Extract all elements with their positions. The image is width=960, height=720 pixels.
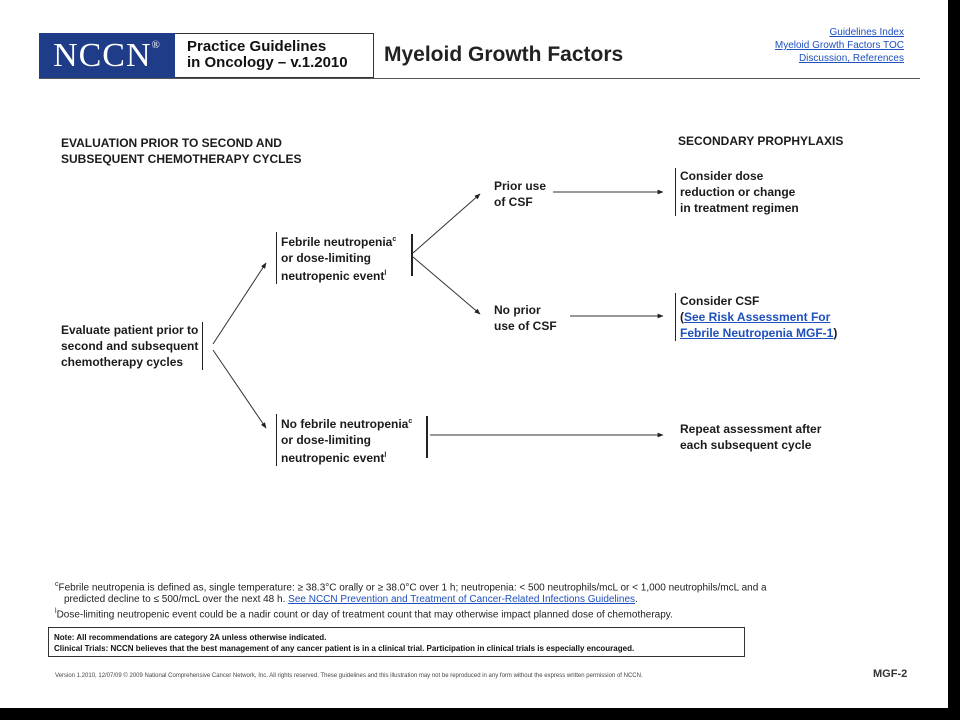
page-title: Myeloid Growth Factors [384, 43, 624, 66]
footnote-l: $^l$Dose-limiting neutropenic event could be a nadir count or day of treatment count that may otherwise impact planned dose of chemotherapy. [55, 608, 673, 621]
repeat-assessment-outcome: Repeat assessment after each subsequent cycle [680, 422, 822, 452]
no-prior-csf-node: No prior use of CSF [494, 303, 557, 333]
footnotes: $^c$Febrile neutropenia is defined as, single temperature: ≥ 38.3°C orally or ≥ 38.0°C over 1 h; neutropenia: < 500 neutrophils/mcL or < 1,000 neutrophils/mcL and a predicted decline to ≤ 500/mcL over the next 48 h. See NCCN Prevention and Treatment of Cancer-Related Infections Guidelines. $^l$Dose-limiting neutropenic event could be a nadir count or day of treatment count that may otherwise impact planned dose of chemotherapy. [55, 579, 915, 622]
mgf-toc-link[interactable]: Myeloid Growth Factors TOC [774, 40, 904, 51]
note-box: Note: All recommendations are category 2A unless otherwise indicated. Clinical Trials: NCCN believes that the best management of any cancer patient is in a clinical trial. Participation in clinical trials is especially encouraged. [48, 627, 745, 657]
arrow-start-to-no-fn [213, 350, 266, 428]
dose-reduction-outcome: Consider dose reduction or change in treatment regimen [675, 168, 799, 216]
discussion-references-link[interactable]: Discussion, References [798, 53, 904, 64]
guidelines-index-link[interactable]: Guidelines Index [829, 27, 904, 38]
risk-assessment-link[interactable]: See Risk Assessment For [684, 310, 831, 324]
febrile-neutropenia-node: Febrile neutropenia$^c$ or dose-limiting neutropenic event$^l$ [276, 232, 396, 284]
guidelines-subtitle: Practice Guidelines in Oncology – v.1.2010 [187, 38, 348, 71]
arrow-fn-to-no-prior-csf [413, 257, 480, 314]
footnote-c: $^c$Febrile neutropenia is defined as, single temperature: ≥ 38.3°C orally or ≥ 38.0°C over 1 h; neutropenia: < 500 neutrophils/mcL or < 1,000 neutrophils/mcL and a [55, 581, 767, 594]
infections-guidelines-link[interactable]: See NCCN Prevention and Treatment of Cancer-Related Infections Guidelines [288, 594, 636, 606]
nccn-logo: NCCN® [39, 33, 175, 78]
arrow-start-to-fn [213, 263, 266, 344]
consider-csf-outcome: Consider CSF (See Risk Assessment For Febrile Neutropenia MGF-1) [675, 293, 837, 341]
left-column-heading: EVALUATION PRIOR TO SECOND AND SUBSEQUENT CHEMOTHERAPY CYCLES [61, 136, 302, 166]
right-column-heading: SECONDARY PROPHYLAXIS [678, 134, 844, 148]
risk-assessment-link-cont[interactable]: Febrile Neutropenia MGF-1 [680, 326, 834, 340]
arrow-fn-to-prior-csf [413, 194, 480, 253]
version-footer: Version 1.2010, 12/07/09 © 2009 National Comprehensive Cancer Network, Inc. All rights reserved. These guidelines and this illustration may not be reproduced in any form without the express written permission of NCCN. [55, 673, 643, 679]
start-node: Evaluate patient prior to second and subsequent chemotherapy cycles [61, 322, 203, 370]
page-code: MGF-2 [873, 668, 908, 680]
no-febrile-neutropenia-node: No febrile neutropenia$^c$ or dose-limiting neutropenic event$^l$ [276, 414, 412, 466]
prior-csf-node: Prior use of CSF [494, 179, 547, 209]
